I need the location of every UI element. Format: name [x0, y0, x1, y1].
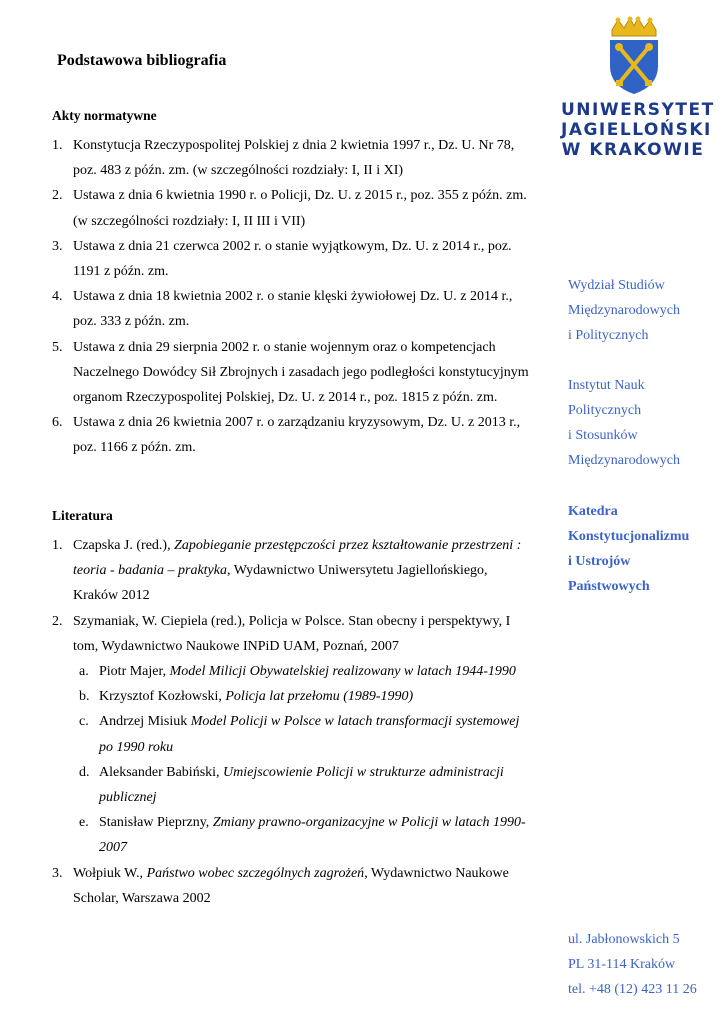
sub-list-item: a. Piotr Majer, Model Milicji Obywatelskiej realizowany w latach 1944-1990	[79, 664, 516, 680]
faculty-name: Wydział Studiów Międzynarodowych i Politycznych	[568, 278, 680, 343]
sub-list-item: d. Aleksander Babiński, Umiejscowienie Policji w strukturze administracji publicznej	[79, 764, 504, 806]
university-logo	[561, 16, 715, 160]
list-item: 3. Wołpiuk W., Państwo wobec szczególnych zagrożeń, Wydawnictwo Naukowe Scholar, Warszawa 2002	[52, 865, 509, 906]
section-heading-normative: Akty normatywne	[52, 108, 157, 123]
sub-list-item: c. Andrzej Misiuk Model Policji w Polsce w latach transformacji systemowej po 1990 roku	[79, 714, 520, 755]
institute-name: Instytut Nauk Politycznych i Stosunków Międzynarodowych	[568, 378, 680, 468]
list-item: 1. Czapska J. (red.), Zapobieganie przestępczości przez kształtowanie przestrzeni : teoria - badania – praktyka, Wydawnictwo Uniwersytetu Jagiellońskiego, Kraków 2012	[52, 538, 522, 604]
page-title: Podstawowa bibliografia	[57, 52, 227, 69]
normative-acts-list	[52, 133, 532, 461]
list-item: 6. Ustawa z dnia 26 kwietnia 2007 r. o zarządzaniu kryzysowym, Dz. U. z 2013 r., poz. 1166 z późn. zm.	[52, 415, 521, 456]
list-item: 2. Ustawa z dnia 6 kwietnia 1990 r. o Policji, Dz. U. z 2015 r., poz. 355 z późn. zm. (w szczególności rozdziały: I, II III i VII)	[52, 188, 527, 229]
list-item: 2. Szymaniak, W. Ciepiela (red.), Policja w Polsce. Stan obecny i perspektywy, I tom, Wydawnictwo Naukowe INPiD UAM, Poznań, 2007	[52, 613, 511, 654]
literature-list	[52, 533, 532, 911]
sub-list-item: e. Stanisław Pieprzny, Zmiany prawno-organizacyjne w Policji w latach 1990-2007	[79, 815, 526, 856]
list-item: 1. Konstytucja Rzeczypospolitej Polskiej z dnia 2 kwietnia 1997 r., Dz. U. Nr 78, poz. 483 z późn. zm. (w szczególności rozdziały: I, II i XI)	[52, 138, 515, 179]
list-item: 5. Ustawa z dnia 29 sierpnia 2002 r. o stanie wojennym oraz o kompetencjach Naczelnego Dowódcy Sił Zbrojnych i zasadach jego podległości konstytucyjnym organom Rzeczypospolitej Polskiej, Dz. U. z 2014 r., poz. 1815 z późn. zm.	[52, 339, 529, 406]
address-block: ul. Jabłonowskich 5 PL 31-114 Kraków tel. +48 (12) 423 11 26	[568, 932, 697, 997]
list-item: 4. Ustawa z dnia 18 kwietnia 2002 r. o stanie klęski żywiołowej Dz. U. z 2014 r., poz. 333 z późn. zm.	[52, 289, 513, 330]
university-name: UNIWERSYTET JAGIELLOŃSKI W KRAKOWIE	[561, 100, 715, 160]
sub-list-item: b. Krzysztof Kozłowski, Policja lat przełomu (1989-1990)	[79, 689, 414, 705]
section-heading-literature: Literatura	[52, 508, 113, 523]
list-item: 3. Ustawa z dnia 21 czerwca 2002 r. o stanie wyjątkowym, Dz. U. z 2014 r., poz. 1191 z późn. zm.	[52, 238, 512, 280]
chair-name: Katedra Konstytucjonalizmu i Ustrojów Państwowych	[568, 504, 690, 594]
coat-of-arms-icon	[606, 16, 662, 96]
